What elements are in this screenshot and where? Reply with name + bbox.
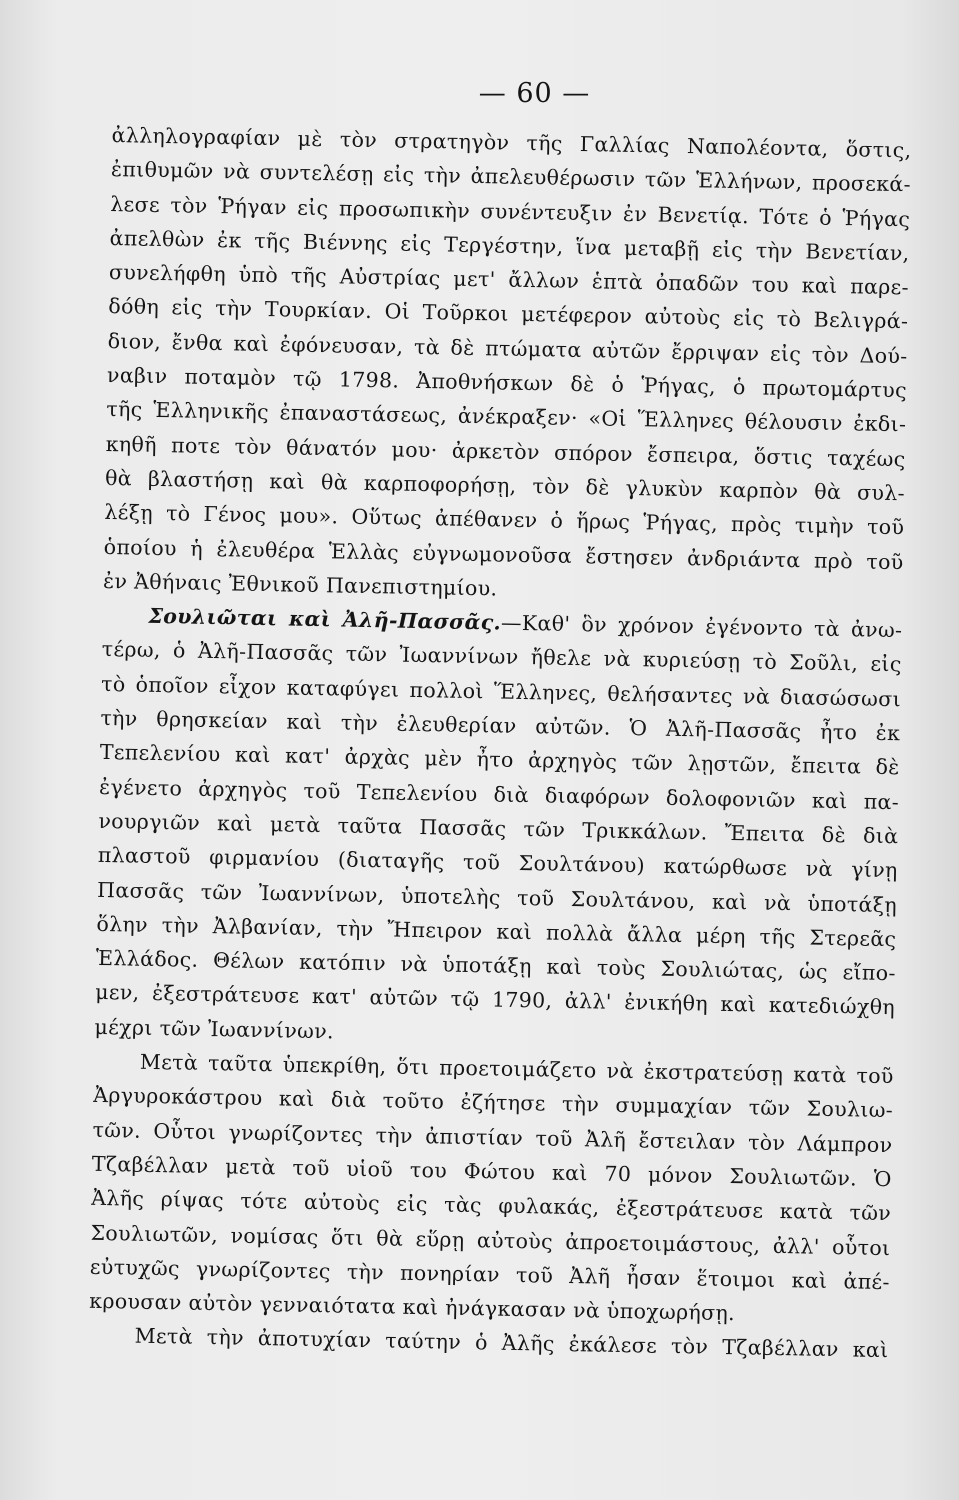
line-text: τὸ ὁποῖον εἶχον καταφύγει πολλοὶ Ἕλληνες, θελήσαντες νὰ διασώσωσι	[100, 671, 902, 712]
line-text: —Καθ' ὃν χρόνον ἐγένοντο τὰ ἀνω-	[500, 610, 903, 643]
line-text: τῆς Ἑλληνικῆς ἐπαναστάσεως, ἀνέκραξεν· «Οἱ Ἕλληνες θέλουσιν ἐκδι-	[106, 397, 907, 437]
line-text: λεσε τὸν Ῥήγαν εἰς προσωπικὴν συνέντευξιν ἐν Βενετίᾳ. Τότε ὁ Ῥήγας	[110, 191, 911, 231]
line-text: Ἀλῆς ρίψας τότε αὐτοὺς εἰς τὰς φυλακάς, ἐξεστράτευσε κατὰ τῶν	[91, 1186, 892, 1226]
line-text: τῶν. Οὗτοι γνωρίζοντες τὴν ἀπιστίαν τοῦ Ἀλῆ ἔστειλαν τὸν Λάμπρον	[92, 1117, 893, 1157]
line-text: ἐπιθυμῶν νὰ συντελέσῃ εἰς τὴν ἀπελευθέρωσιν τῶν Ἑλλήνων, προσεκά-	[110, 157, 912, 197]
line-text: Μετὰ τὴν ἀποτυχίαν ταύτην ὁ Ἀλῆς ἐκάλεσε τὸν Τζαβέλλαν καὶ	[134, 1324, 889, 1363]
line-text: τέρω, ὁ Ἀλῆ-Πασσᾶς τῶν Ἰωαννίνων ἤθελε νὰ κυριεύσῃ τὸ Σοῦλι, εἰς	[101, 637, 902, 677]
line-text: ναβιν ποταμὸν τῷ 1798. Ἀποθνήσκων δὲ ὁ Ῥήγας, ὁ πρωτομάρτυς	[106, 363, 908, 403]
line-text: μεν, ἐξεστράτευσε κατ' αὐτῶν τῷ 1790, ἀλλ' ἐνικήθη καὶ κατεδιώχθη	[94, 980, 896, 1020]
line-text: κηθῆ ποτε τὸν θάνατόν μου· ἀρκετὸν σπόρον ἔσπειρα, ὅστις ταχέως	[105, 431, 906, 471]
line-text: ἐγένετο ἀρχηγὸς τοῦ Τεπελενίου διὰ διαφόρων δολοφονιῶν καὶ πα-	[98, 774, 900, 814]
line-text: Τζαβέλλαν μετὰ τοῦ υἱοῦ του Φώτου καὶ 70 μόνον Σουλιωτῶν. Ὁ	[91, 1151, 893, 1192]
line-text: λέξῃ τὸ Γένος μου». Οὕτως ἀπέθανεν ὁ ἥρως Ῥήγας, πρὸς τιμὴν τοῦ	[104, 500, 905, 540]
line-text: Τεπελενίου καὶ κατ' ἀρχὰς μὲν ἦτο ἀρχηγὸς τῶν λῃστῶν, ἔπειτα δὲ	[99, 740, 900, 780]
line-text: ἀπελθὼν ἐκ τῆς Βιέννης εἰς Τεργέστην, ἵνα μεταβῇ εἰς τὴν Βενετίαν,	[109, 225, 910, 266]
line-text: δόθη εἰς τὴν Τουρκίαν. Οἱ Τοῦρκοι μετέφερον αὐτοὺς εἰς τὸ Βελιγρά-	[108, 294, 909, 334]
line-text: Ἀργυροκάστρου καὶ διὰ τοῦτο ἐζήτησε τὴν συμμαχίαν τῶν Σουλιω-	[93, 1083, 894, 1123]
line-text: ὁποίου ἡ ἐλευθέρα Ἑλλὰς εὐγνωμονοῦσα ἔστησεν ἀνδριάντα πρὸ τοῦ	[103, 534, 904, 574]
body-text	[88, 118, 912, 1368]
line-text: κρουσαν αὐτὸν γενναιότατα καὶ ἠνάγκασαν νὰ ὑποχωρήσῃ.	[89, 1288, 736, 1326]
line-text: διον, ἔνθα καὶ ἐφόνευσαν, τὰ δὲ πτώματα αὐτῶν ἔρριψαν εἰς τὸν Δού-	[107, 328, 908, 369]
line-text: τὴν θρησκείαν καὶ τὴν ἐλευθερίαν αὐτῶν. Ὁ Ἀλῆ-Πασσᾶς ἦτο ἐκ	[100, 705, 901, 746]
line-text: Μετὰ ταῦτα ὑπεκρίθη, ὅτι προετοιμάζετο νὰ ἐκστρατεύσῃ κατὰ τοῦ	[139, 1049, 894, 1089]
page-number: — 60 —	[478, 78, 591, 109]
section-heading: Σουλιῶται καὶ Ἀλῆ-Πασσᾶς.	[148, 603, 502, 635]
line-text: ὅλην τὴν Ἀλβανίαν, τὴν Ἤπειρον καὶ πολλὰ ἄλλα μέρη τῆς Στερεᾶς	[96, 911, 897, 952]
line-text: ἀλληλογραφίαν μὲ τὸν στρατηγὸν τῆς Γαλλίας Ναπολέοντα, ὅστις,	[111, 122, 912, 163]
line-text: νουργιῶν καὶ μετὰ ταῦτα Πασσᾶς τῶν Τρικκάλων. Ἔπειτα δὲ διὰ	[98, 808, 899, 849]
line-text: θὰ βλαστήσῃ καὶ θὰ καρποφορήσῃ, τὸν δὲ γλυκὺν καρπὸν θὰ συλ-	[104, 465, 906, 506]
line-text: Ἑλλάδος. Θέλων κατόπιν νὰ ὑποτάξῃ καὶ τοὺς Σουλιώτας, ὡς εἴπο-	[95, 945, 896, 986]
line-text: Πασσᾶς τῶν Ἰωαννίνων, ὑποτελὴς τοῦ Σουλτάνου, καὶ νὰ ὑποτάξῃ	[96, 877, 898, 917]
line-text: Σουλιωτῶν, νομίσας ὅτι θὰ εὕρῃ αὐτοὺς ἀπροετοιμάστους, ἀλλ' οὗτοι	[90, 1220, 891, 1260]
line-text: πλαστοῦ φιρμανίου (διαταγῆς τοῦ Σουλτάνου) κατώρθωσε νὰ γίνῃ	[97, 843, 898, 883]
line-text: ἐν Ἀθήναις Ἐθνικοῦ Πανεπιστημίου.	[102, 568, 498, 601]
line-text: μέχρι τῶν Ἰωαννίνων.	[94, 1014, 335, 1044]
line-text: συνελήφθη ὑπὸ τῆς Αὐστρίας μετ' ἄλλων ἑπτὰ ὀπαδῶν του καὶ παρε-	[108, 260, 910, 300]
line-text: εὐτυχῶς γνωρίζοντες τὴν πονηρίαν τοῦ Ἀλῆ ἦσαν ἕτοιμοι καὶ ἀπέ-	[89, 1254, 891, 1294]
